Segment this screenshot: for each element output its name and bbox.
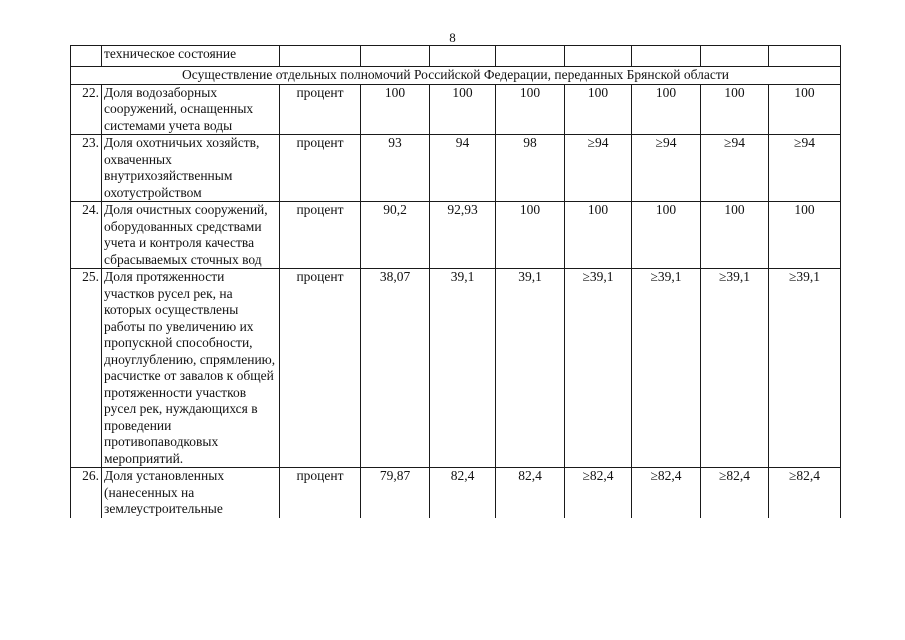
value-cell: 100	[701, 84, 769, 135]
unit-cell: процент	[280, 269, 361, 468]
continuation-row	[71, 46, 841, 67]
value-cell: ≥94	[769, 135, 841, 202]
value-cell: ≥82,4	[565, 468, 632, 518]
value-cell: 94	[430, 135, 496, 202]
section-row	[71, 67, 841, 85]
value-cell: ≥39,1	[632, 269, 701, 468]
unit-cell: процент	[280, 202, 361, 269]
row-name: техническое состояние	[102, 46, 280, 67]
indicator-name: Доля протяженности участков русел рек, на которых осуществлены работы по увеличению их пропускной способности, дноуглублению, спрямлению, расчистке от завалов к общей протяженности участков русел рек, нуждающихся в проведении противопаводковых мероприятий.	[102, 269, 280, 468]
indicator-name: Доля очистных сооружений, оборудованных средствами учета и контроля качества сбрасываемых сточных вод	[102, 202, 280, 269]
value-cell: 100	[632, 202, 701, 269]
table-cell	[496, 46, 565, 67]
value-cell: 93	[361, 135, 430, 202]
value-cell: 100	[496, 202, 565, 269]
indicator-name: Доля водозаборных сооружений, оснащенных системами учета воды	[102, 84, 280, 135]
table-row	[71, 468, 841, 518]
value-cell: 100	[565, 202, 632, 269]
table-cell	[565, 46, 632, 67]
indicators-table	[70, 45, 841, 518]
value-cell: 100	[430, 84, 496, 135]
value-cell: ≥82,4	[701, 468, 769, 518]
value-cell: 100	[496, 84, 565, 135]
unit-cell: процент	[280, 84, 361, 135]
value-cell: ≥39,1	[565, 269, 632, 468]
value-cell: ≥94	[701, 135, 769, 202]
unit-cell: процент	[280, 135, 361, 202]
value-cell: 100	[769, 202, 841, 269]
table-row	[71, 84, 841, 135]
table-row	[71, 202, 841, 269]
row-number: 25.	[71, 269, 102, 468]
value-cell: 39,1	[496, 269, 565, 468]
value-cell: 100	[361, 84, 430, 135]
indicator-name: Доля охотничьих хозяйств, охваченных внутрихозяйственным охотустройством	[102, 135, 280, 202]
table-row	[71, 135, 841, 202]
value-cell: 79,87	[361, 468, 430, 518]
table-cell	[769, 46, 841, 67]
value-cell: 100	[632, 84, 701, 135]
value-cell: 82,4	[430, 468, 496, 518]
table-cell	[430, 46, 496, 67]
value-cell: ≥39,1	[769, 269, 841, 468]
value-cell: 100	[769, 84, 841, 135]
value-cell: 100	[701, 202, 769, 269]
table-cell	[280, 46, 361, 67]
indicator-name: Доля установленных (нанесенных на землеустроительные	[102, 468, 280, 518]
table-cell	[71, 46, 102, 67]
value-cell: 90,2	[361, 202, 430, 269]
value-cell: 98	[496, 135, 565, 202]
value-cell: 38,07	[361, 269, 430, 468]
row-number: 22.	[71, 84, 102, 135]
value-cell: ≥82,4	[632, 468, 701, 518]
value-cell: ≥94	[632, 135, 701, 202]
table-cell	[361, 46, 430, 67]
value-cell: 82,4	[496, 468, 565, 518]
value-cell: ≥39,1	[701, 269, 769, 468]
value-cell: 100	[565, 84, 632, 135]
value-cell: ≥94	[565, 135, 632, 202]
section-title: Осуществление отдельных полномочий Российской Федерации, переданных Брянской области	[71, 67, 841, 85]
value-cell: 39,1	[430, 269, 496, 468]
row-number: 23.	[71, 135, 102, 202]
value-cell: ≥82,4	[769, 468, 841, 518]
table-cell	[701, 46, 769, 67]
page-number: 8	[449, 30, 456, 45]
row-number: 24.	[71, 202, 102, 269]
unit-cell: процент	[280, 468, 361, 518]
row-number: 26.	[71, 468, 102, 518]
value-cell: 92,93	[430, 202, 496, 269]
table-row	[71, 269, 841, 468]
table-cell	[632, 46, 701, 67]
